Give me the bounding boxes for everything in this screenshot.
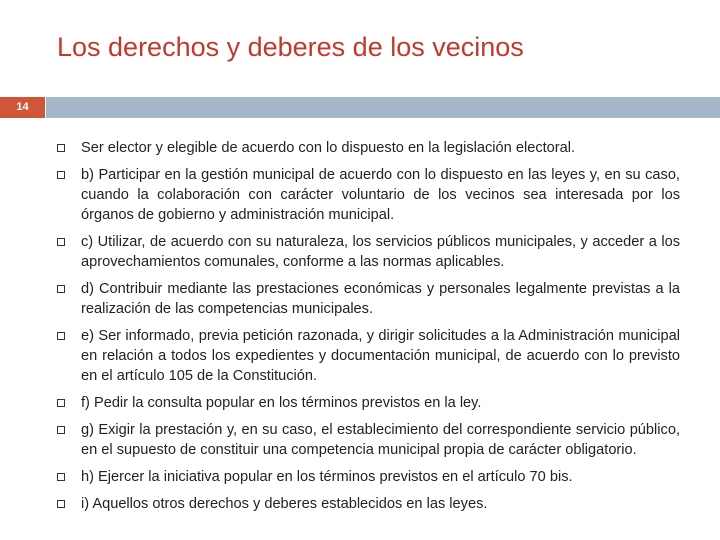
bullet-text: c) Utilizar, de acuerdo con su naturaleza, los servicios públicos municipales, y acceder a los aprovechamientos comunales, conforme a las normas aplicables. <box>81 234 680 270</box>
header-bar <box>46 97 720 118</box>
bullet-text: f) Pedir la consulta popular en los términos previstos en la ley. <box>81 395 482 411</box>
bullet-text: b) Participar en la gestión municipal de acuerdo con lo dispuesto en las leyes y, en su caso, cuando la colaboración con carácter voluntario de los vecinos sea interesada por los órganos de gobierno y administración municipal. <box>81 167 680 223</box>
square-bullet-icon <box>57 332 65 340</box>
square-bullet-icon <box>57 285 65 293</box>
bullet-item <box>57 279 680 319</box>
bullet-item <box>57 494 680 514</box>
square-bullet-icon <box>57 426 65 434</box>
bullet-list <box>57 138 680 514</box>
square-bullet-icon <box>57 238 65 246</box>
bullet-item <box>57 393 680 413</box>
bullet-text: g) Exigir la prestación y, en su caso, el establecimiento del correspondiente servicio público, en el supuesto de constituir una competencia municipal propia de carácter obligatorio. <box>81 422 680 458</box>
slide-title: Los derechos y deberes de los vecinos <box>57 32 524 62</box>
bullet-item <box>57 326 680 386</box>
square-bullet-icon <box>57 473 65 481</box>
bullet-item <box>57 467 680 487</box>
square-bullet-icon <box>57 500 65 508</box>
bullet-item <box>57 165 680 225</box>
bullet-item <box>57 232 680 272</box>
square-bullet-icon <box>57 171 65 179</box>
slide-number: 14 <box>16 101 29 113</box>
bullet-text: h) Ejercer la iniciativa popular en los términos previstos en el artículo 70 bis. <box>81 469 573 485</box>
square-bullet-icon <box>57 144 65 152</box>
bullet-item <box>57 420 680 460</box>
bullet-text: d) Contribuir mediante las prestaciones económicas y personales legalmente previstas a la realización de las competencias municipales. <box>81 281 680 317</box>
bullet-text: i) Aquellos otros derechos y deberes establecidos en las leyes. <box>81 496 488 512</box>
slide-number-box <box>0 97 45 118</box>
bullet-text: e) Ser informado, previa petición razonada, y dirigir solicitudes a la Administración municipal en relación a todos los expedientes y documentación municipal, de acuerdo con lo previsto en el artículo 105 de la Constitución. <box>81 328 680 384</box>
bullet-item <box>57 138 680 158</box>
square-bullet-icon <box>57 399 65 407</box>
bullet-text: Ser elector y elegible de acuerdo con lo dispuesto en la legislación electoral. <box>81 140 576 156</box>
